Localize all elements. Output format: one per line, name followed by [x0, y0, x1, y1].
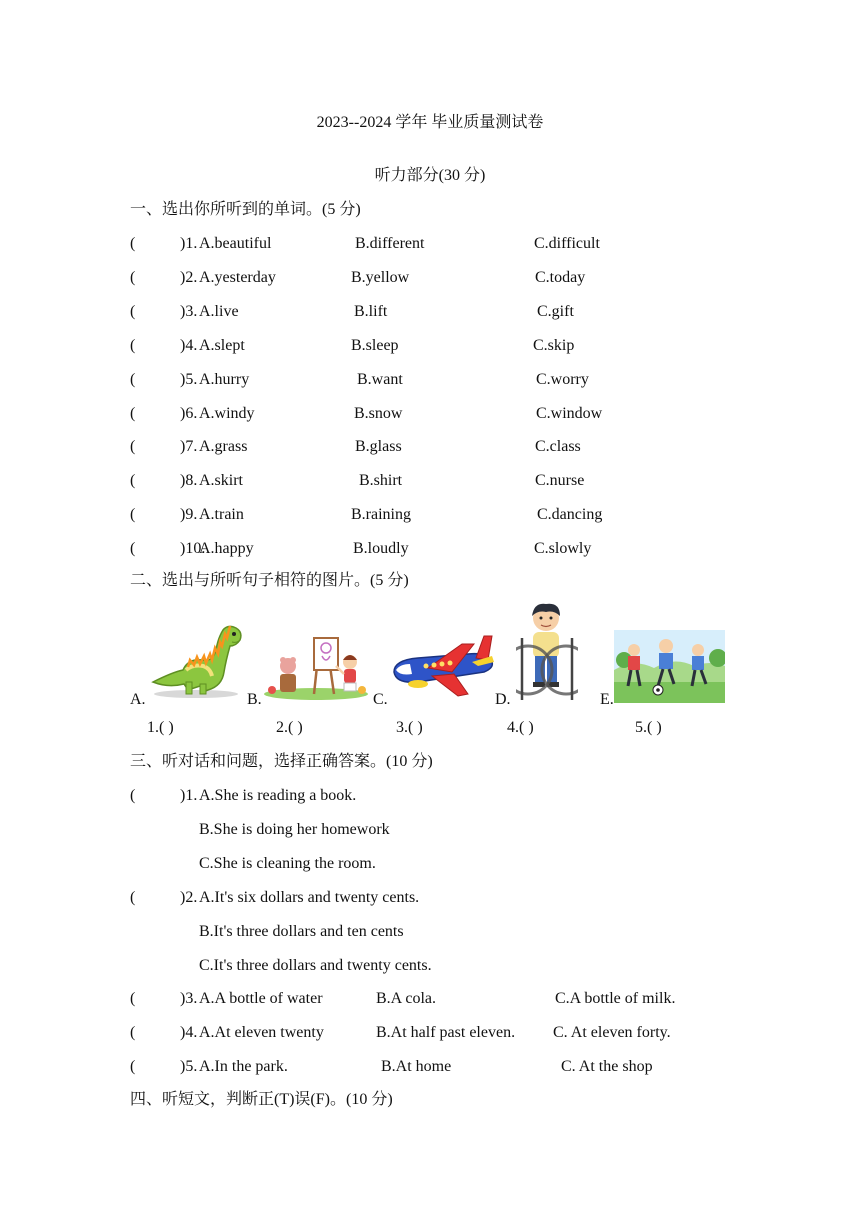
picture-label-e: E.: [600, 691, 614, 708]
answer-paren[interactable]: (: [130, 438, 136, 456]
question-number: )7.: [180, 438, 198, 456]
section2-heading: 二、选出与所听句子相符的图片。(5 分): [130, 572, 409, 589]
question-number: )4.: [180, 336, 198, 354]
question-number: )5.: [180, 1058, 198, 1075]
option-c: C. At the shop: [561, 1058, 653, 1075]
question-number: )1.: [180, 235, 198, 252]
option-a: A.grass: [199, 438, 248, 456]
answer-paren[interactable]: (: [130, 1024, 136, 1041]
option-b: B.At home: [381, 1058, 452, 1075]
option-b: B.different: [355, 235, 425, 252]
dinosaur-picture: [148, 620, 246, 700]
girl-painting-picture: [262, 628, 370, 700]
answer-blank-3[interactable]: 3.( ): [396, 719, 423, 736]
option-a: A.windy: [199, 404, 255, 422]
picture-label-a: A.: [130, 691, 146, 708]
option-a: A.yesterday: [199, 268, 276, 286]
option-a: A.train: [199, 506, 244, 524]
option-b: B.It's three dollars and ten cents: [199, 923, 404, 940]
answer-paren[interactable]: (: [130, 235, 136, 252]
answer-blank-5[interactable]: 5.( ): [635, 719, 662, 736]
question-number: )2.: [180, 889, 198, 906]
question-number: )4.: [180, 1024, 198, 1041]
answer-paren[interactable]: (: [130, 889, 136, 906]
option-b: B.A cola.: [376, 990, 436, 1007]
question-number: )10.: [180, 540, 206, 558]
option-c: C.dancing: [537, 506, 603, 524]
section3-heading: 三、听对话和问题，选择正确答案。(10 分): [130, 753, 433, 770]
option-c: C.slowly: [534, 540, 592, 558]
option-a: A.live: [199, 302, 239, 320]
option-a: A.At eleven twenty: [199, 1024, 324, 1041]
kids-playing-football-picture: [614, 630, 725, 703]
page-title: 2023--2024 学年 毕业质量测试卷: [316, 114, 544, 131]
option-a: A.In the park.: [199, 1058, 288, 1075]
answer-paren[interactable]: (: [130, 1058, 136, 1075]
option-b: B.want: [357, 370, 403, 388]
option-b: B.sleep: [351, 336, 399, 354]
boy-in-wheelchair-picture: [516, 600, 578, 704]
answer-paren[interactable]: (: [130, 787, 136, 804]
picture-label-c: C.: [373, 691, 388, 708]
question-number: )2.: [180, 268, 198, 286]
picture-label-b: B.: [247, 691, 262, 708]
option-a: A.beautiful: [199, 235, 272, 252]
question-number: )1.: [180, 787, 198, 804]
option-c: C.She is cleaning the room.: [199, 855, 376, 872]
option-b: B.shirt: [359, 472, 403, 490]
question-number: )3.: [180, 990, 198, 1007]
option-c: C. At eleven forty.: [553, 1024, 671, 1041]
answer-paren[interactable]: (: [130, 302, 136, 320]
option-a: A.happy: [199, 540, 254, 558]
option-a: A.A bottle of water: [199, 990, 323, 1007]
option-b: B.loudly: [353, 540, 409, 558]
answer-blank-1[interactable]: 1.( ): [147, 719, 174, 736]
answer-paren[interactable]: (: [130, 336, 136, 354]
picture-label-d: D.: [495, 691, 511, 708]
option-b: B.At half past eleven.: [376, 1024, 516, 1041]
question-number: )5.: [180, 370, 198, 388]
answer-blank-4[interactable]: 4.( ): [507, 719, 534, 736]
question-number: )8.: [180, 472, 198, 490]
answer-paren[interactable]: (: [130, 472, 136, 490]
answer-paren[interactable]: (: [130, 268, 136, 286]
option-c: C.skip: [533, 336, 575, 354]
option-b: B.yellow: [351, 268, 410, 286]
option-a: A.slept: [199, 336, 245, 354]
question-number: )9.: [180, 506, 198, 524]
option-b: B.raining: [351, 506, 411, 524]
option-c: C.today: [535, 268, 586, 286]
answer-blank-2[interactable]: 2.( ): [276, 719, 303, 736]
section1-heading: 一、选出你所听到的单词。(5 分): [130, 201, 361, 218]
option-b: B.glass: [355, 438, 402, 456]
option-a: A.skirt: [199, 472, 243, 490]
option-c: C.worry: [536, 370, 589, 388]
answer-paren[interactable]: (: [130, 540, 136, 558]
option-c: C.A bottle of milk.: [555, 990, 676, 1007]
section4-heading: 四、听短文，判断正(T)误(F)。(10 分): [130, 1091, 393, 1108]
answer-paren[interactable]: (: [130, 990, 136, 1007]
option-c: C.It's three dollars and twenty cents.: [199, 957, 432, 974]
answer-paren[interactable]: (: [130, 404, 136, 422]
option-c: C.difficult: [534, 235, 600, 252]
question-number: )6.: [180, 404, 198, 422]
option-c: C.gift: [537, 302, 574, 320]
option-b: B.lift: [354, 302, 388, 320]
option-c: C.window: [536, 404, 603, 422]
airplane-picture: [388, 632, 496, 700]
option-a: A.She is reading a book.: [199, 787, 357, 804]
listening-header: 听力部分(30 分): [374, 167, 486, 184]
option-b: B.She is doing her homework: [199, 821, 390, 838]
option-a: A.It's six dollars and twenty cents.: [199, 889, 420, 906]
answer-paren[interactable]: (: [130, 506, 136, 524]
option-a: A.hurry: [199, 370, 250, 388]
question-number: )3.: [180, 302, 198, 320]
option-c: C.nurse: [535, 472, 585, 490]
option-c: C.class: [535, 438, 581, 456]
answer-paren[interactable]: (: [130, 370, 136, 388]
option-b: B.snow: [354, 404, 403, 422]
